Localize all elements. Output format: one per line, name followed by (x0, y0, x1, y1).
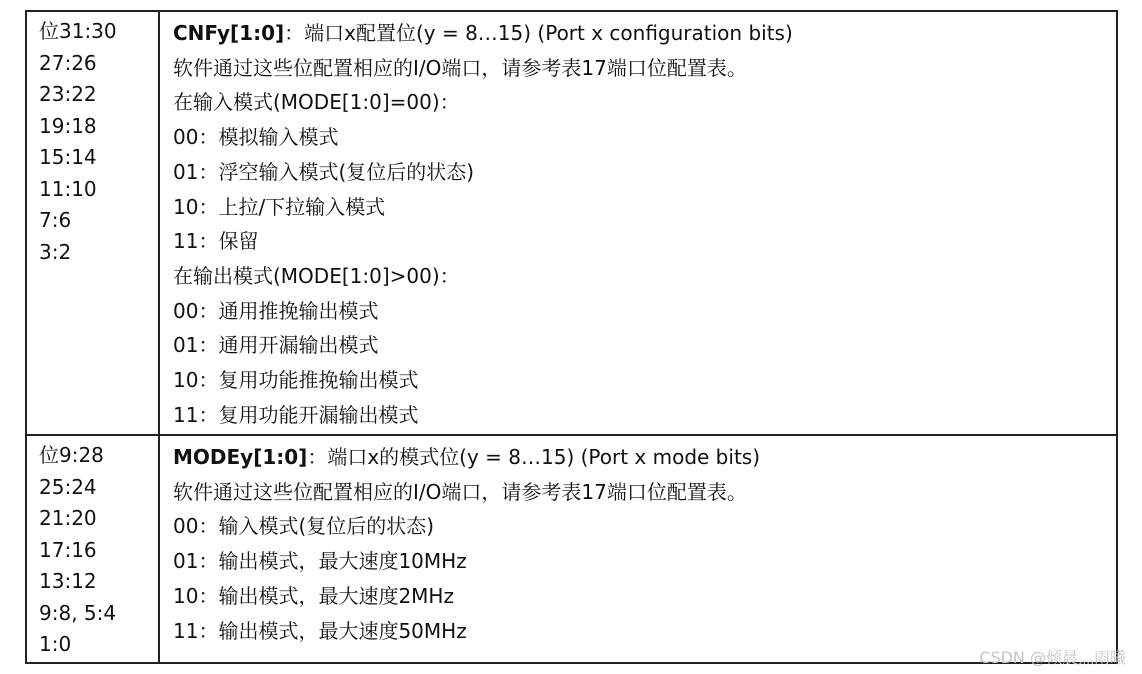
register-table (25, 10, 1118, 664)
desc-line: 01：输出模式，最大速度10MHz (173, 549, 467, 574)
desc-line: 11：复用功能开漏输出模式 (173, 402, 419, 427)
field-name: CNFy[1:0] (173, 21, 285, 45)
field-title (173, 440, 1116, 475)
field-title-text: ：端口x配置位(y = 8…15) (Port x configuration bits) (284, 21, 793, 45)
watermark: CSDN @倾晨灬雨曦 (979, 648, 1126, 667)
bit-range: 21:20 (39, 506, 97, 530)
bit-range: 9:8, 5:4 (39, 600, 117, 625)
bit-range: 3:2 (39, 239, 72, 264)
desc-line: 10：上拉/下拉输入模式 (173, 194, 386, 219)
desc-line: 01：浮空输入模式(复位后的状态) (173, 159, 475, 184)
desc-line: 00：通用推挽输出模式 (173, 298, 379, 323)
desc-line: 10：复用功能推挽输出模式 (173, 368, 419, 393)
desc-line: 10：输出模式，最大速度2MHz (173, 583, 454, 608)
desc-cell-modey (159, 435, 1117, 663)
desc-line: 00：模拟输入模式 (173, 125, 339, 150)
desc-line: 软件通过这些位配置相应的I/O端口，请参考表17端口位配置表。 (173, 55, 747, 80)
bit-range: 1:0 (39, 632, 72, 656)
table-row-cnfy (26, 11, 1117, 435)
field-name: MODEy[1:0] (173, 445, 308, 469)
desc-line: 11：保留 (173, 229, 259, 254)
bit-cell-cnfy (26, 11, 159, 435)
bit-range: 23:22 (39, 82, 97, 106)
desc-line: 01：通用开漏输出模式 (173, 333, 379, 358)
bit-range: 13:12 (39, 569, 97, 593)
field-title (173, 16, 1116, 51)
bit-range: 25:24 (39, 474, 97, 499)
desc-cell-cnfy (159, 11, 1117, 435)
table-row-modey (26, 435, 1117, 663)
bit-cell-modey (26, 435, 159, 663)
desc-line: 11：输出模式，最大速度50MHz (173, 618, 467, 643)
bit-range: 17:16 (39, 537, 97, 562)
bit-range: 15:14 (39, 145, 97, 169)
bit-range: 27:26 (39, 50, 97, 75)
bit-range: 位9:28 (39, 443, 104, 467)
desc-line: 在输入模式(MODE[1:0]=00)： (173, 90, 460, 115)
desc-line: 软件通过这些位配置相应的I/O端口，请参考表17端口位配置表。 (173, 479, 747, 504)
desc-line: 00：输入模式(复位后的状态) (173, 514, 435, 539)
field-title-text: ：端口x的模式位(y = 8…15) (Port x mode bits) (307, 445, 761, 469)
bit-range: 位31:30 (39, 19, 117, 43)
bit-range: 11:10 (39, 176, 97, 201)
bit-range: 7:6 (39, 208, 72, 232)
desc-line: 在输出模式(MODE[1:0]>00)： (173, 263, 460, 288)
bit-range: 19:18 (39, 113, 97, 138)
